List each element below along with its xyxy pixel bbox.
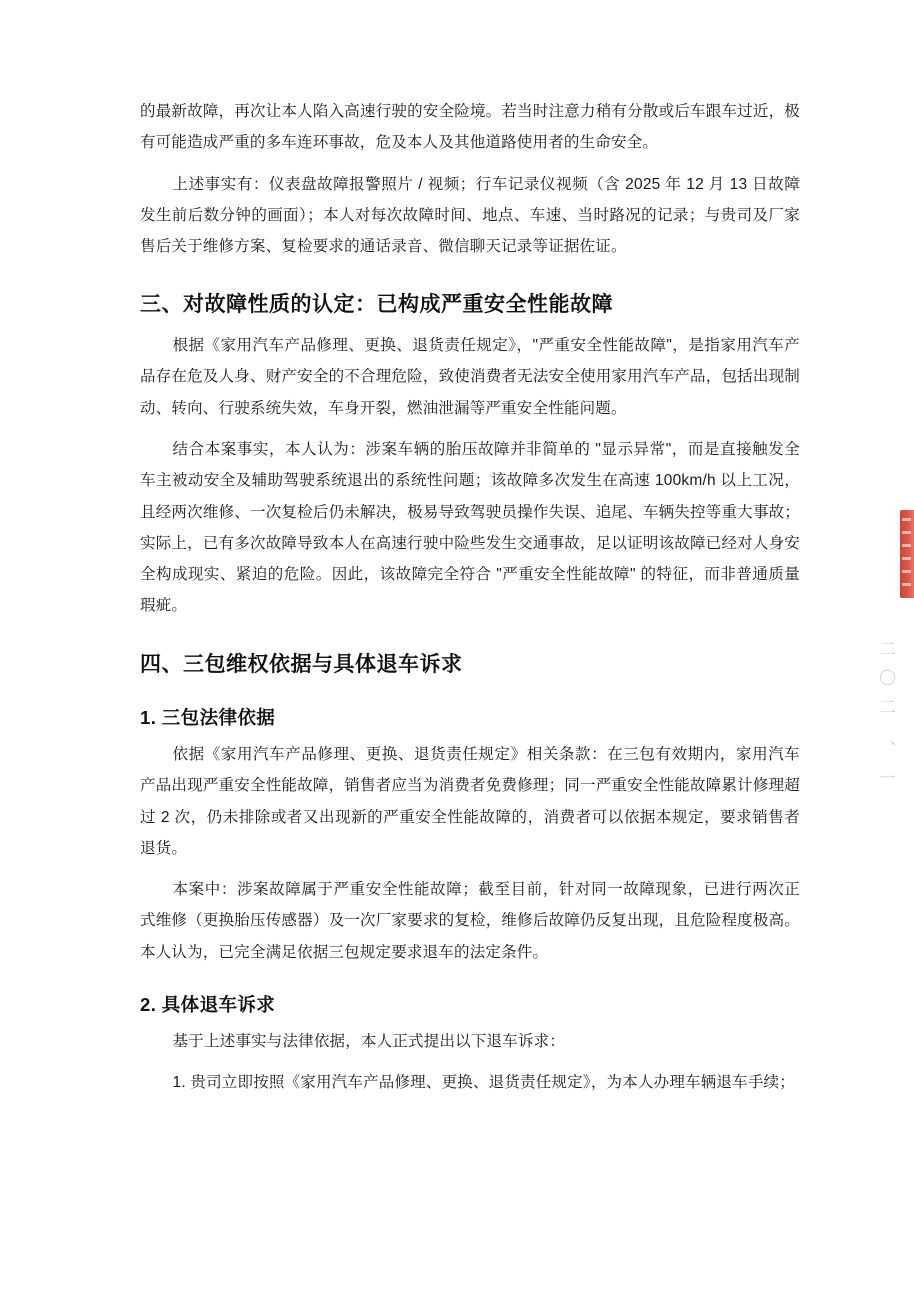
heading-block-sub2 — [140, 990, 800, 1020]
spacer — [140, 159, 800, 169]
subsection-heading-legal-basis: 1. 三包法律依据 — [140, 707, 276, 729]
margin-annotation-date: 、一 — [876, 740, 895, 798]
paragraph-case-analysis: 结合本案事实，本人认为：涉案车辆的胎压故障并非简单的 "显示异常"，而是直接触发全车主被动安全及辅助驾驶系统退出的系统性问题；该故障多次发生在高速 100km/h 以上工况，且经两次维修、一次复检后仍未解决，极易导致驾驶员操作失误、追尾、车辆失控等重大事故；实际上，已有多次故障导致本人在高速行驶中险些发生交通事故，足以证明该故障已经对人身安全构成现实、紧迫的危险。因此，该故障完全符合 "严重安全性能故障" 的特征，而非普通质量瑕疵。 — [140, 440, 800, 615]
spacer — [140, 424, 800, 434]
red-seal-fragment — [900, 510, 914, 598]
paragraph-demand-item-1: 1. 贵司立即按照《家用汽车产品修理、更换、退货责任规定》，为本人办理车辆退车手续； — [172, 1073, 795, 1091]
section-heading-three: 三、对故障性质的认定：已构成严重安全性能故障 — [140, 293, 613, 317]
spacer — [140, 864, 800, 874]
heading-block-sub1 — [140, 703, 800, 733]
subsection-heading-demands: 2. 具体退车诉求 — [140, 994, 276, 1016]
heading-block-section4 — [140, 648, 800, 682]
heading-block-section3 — [140, 288, 800, 322]
paragraph-regulation-definition: 根据《家用汽车产品修理、更换、退货责任规定》，"严重安全性能故障"，是指家用汽车产品存在危及人身、财产安全的不合理危险，致使消费者无法安全使用家用汽车产品，包括出现制动、转向、行驶系统失效，车身开裂，燃油泄漏等严重安全性能问题。 — [140, 337, 800, 417]
paragraph-legal-clauses: 依据《家用汽车产品修理、更换、退货责任规定》相关条款：在三包有效期内，家用汽车产品出现严重安全性能故障，销售者应当为消费者免费修理；同一严重安全性能故障累计修理超过 2 次，仍未排除或者又出现新的严重安全性能故障的，消费者可以依据本规定，要求销售者退货。 — [140, 745, 800, 857]
document-content — [140, 96, 800, 1098]
paragraph-case-summary: 本案中：涉案故障属于严重安全性能故障；截至目前，针对同一故障现象，已进行两次正式维修（更换胎压传感器）及一次厂家要求的复检，维修后故障仍反复出现，且危险程度极高。本人认为，已完全满足依据三包规定要求退车的法定条件。 — [140, 881, 800, 961]
spacer — [140, 1057, 800, 1067]
paragraph-continuation: 的最新故障，再次让本人陷入高速行驶的安全险境。若当时注意力稍有分散或后车跟车过近，极有可能造成严重的多车连环事故，危及本人及其他道路使用者的生命安全。 — [140, 103, 800, 152]
paragraph-evidence: 上述事实有：仪表盘故障报警照片 / 视频；行车记录仪视频（含 2025 年 12 月 13 日故障发生前后数分钟的画面）；本人对每次故障时间、地点、车速、当时路况的记录；与贵司及厂家售后关于维修方案、复检要求的通话录音、微信聊天记录等证据佐证。 — [140, 175, 800, 256]
paragraph-demand-intro: 基于上述事实与法律依据，本人正式提出以下退车诉求： — [172, 1032, 566, 1050]
margin-annotation-year: 二〇二 — [876, 640, 895, 727]
section-heading-four: 四、三包维权依据与具体退车诉求 — [140, 652, 463, 676]
